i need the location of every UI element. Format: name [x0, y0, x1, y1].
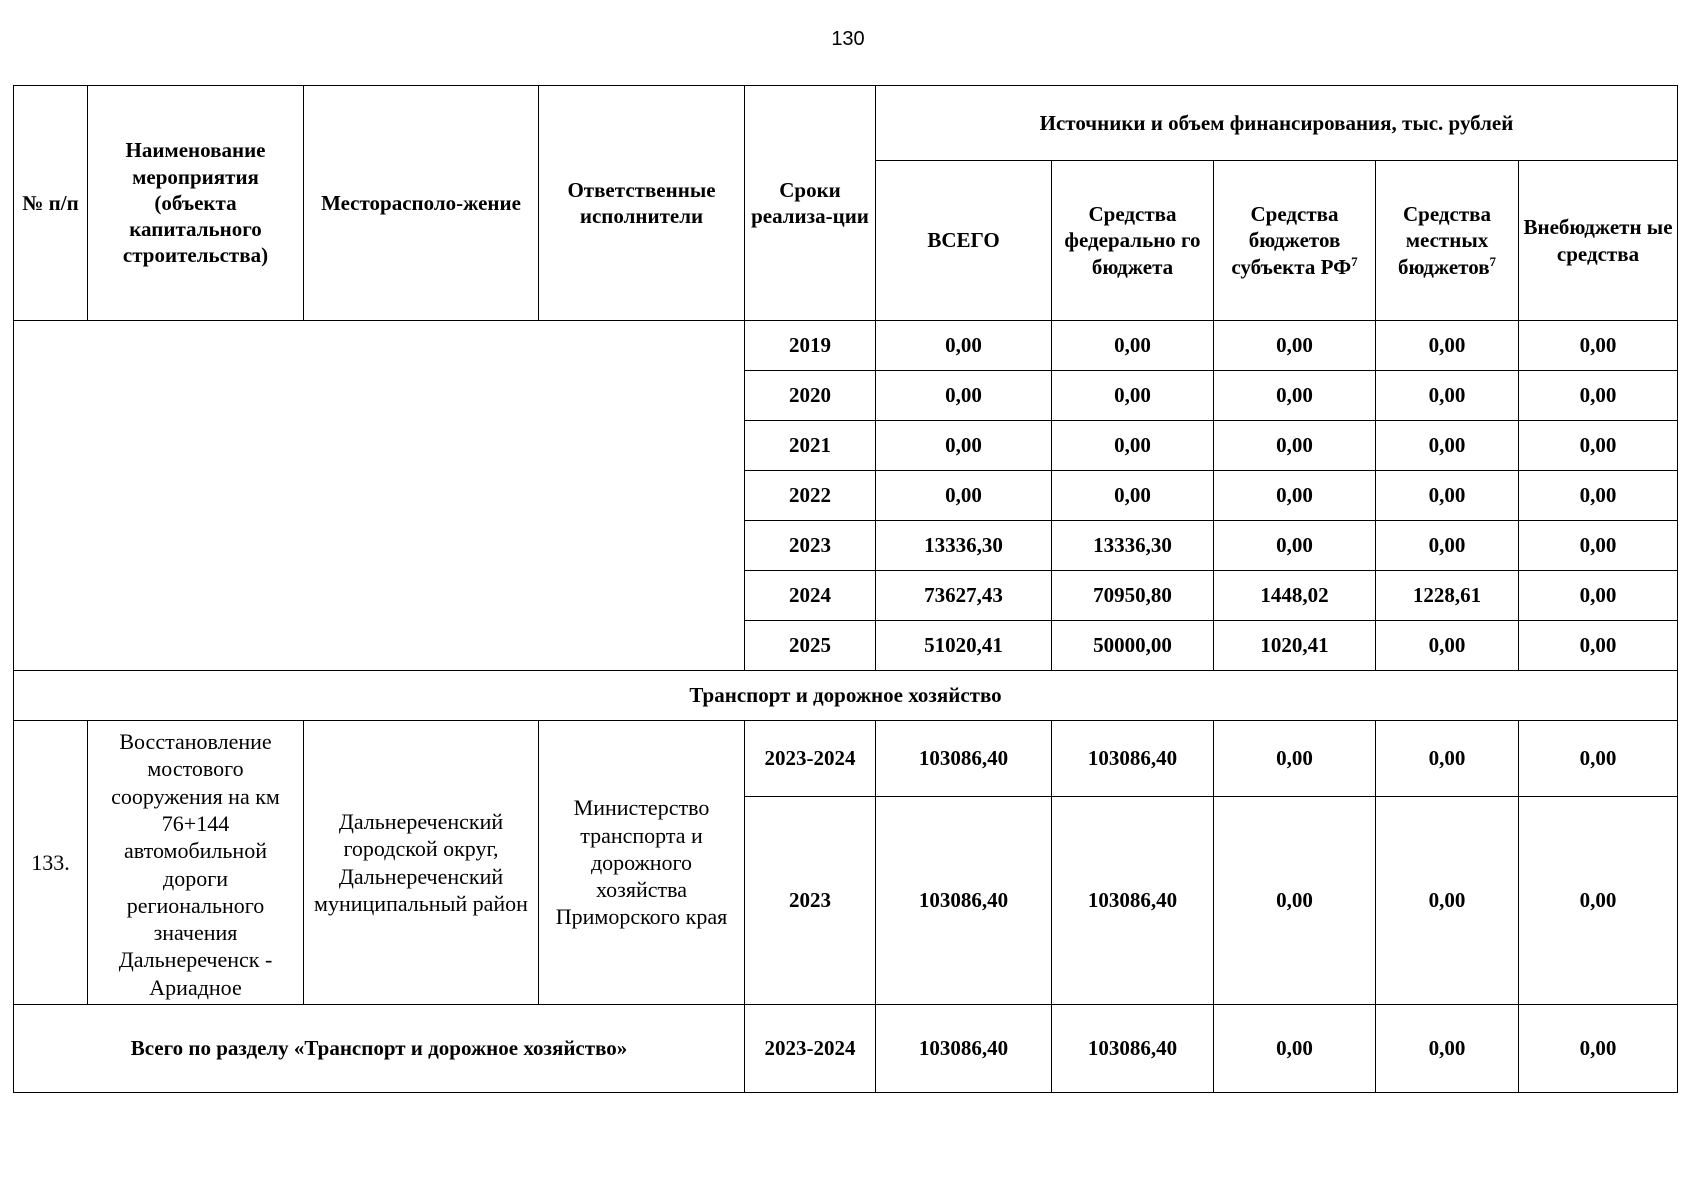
section-row	[14, 671, 1678, 721]
subject-cell: 0,00	[1214, 421, 1376, 471]
header-num: № п/п	[14, 86, 88, 321]
item-row	[14, 721, 1678, 797]
header-period: Сроки реализа-ции	[745, 86, 876, 321]
section-total-row	[14, 1005, 1678, 1093]
federal-cell: 0,00	[1052, 471, 1214, 521]
extra-cell: 0,00	[1519, 571, 1678, 621]
federal-cell: 0,00	[1052, 371, 1214, 421]
extra-cell: 0,00	[1519, 1005, 1678, 1093]
local-cell: 0,00	[1376, 471, 1519, 521]
extra-cell: 0,00	[1519, 471, 1678, 521]
period-cell: 2023	[745, 797, 876, 1005]
header-name: Наименование мероприятия (объекта капитального строительства)	[88, 86, 304, 321]
period-cell: 2023-2024	[745, 721, 876, 797]
extra-cell: 0,00	[1519, 621, 1678, 671]
local-cell: 0,00	[1376, 721, 1519, 797]
extra-cell: 0,00	[1519, 797, 1678, 1005]
total-cell: 51020,41	[876, 621, 1052, 671]
subject-cell: 1020,41	[1214, 621, 1376, 671]
local-cell: 1228,61	[1376, 571, 1519, 621]
header-local: Средства местных бюджетов$^7$	[1376, 161, 1519, 321]
year-cell: 2020	[745, 371, 876, 421]
federal-cell: 70950,80	[1052, 571, 1214, 621]
year-cell: 2021	[745, 421, 876, 471]
local-cell: 0,00	[1376, 371, 1519, 421]
total-cell: 0,00	[876, 321, 1052, 371]
local-cell: 0,00	[1376, 321, 1519, 371]
total-cell: 0,00	[876, 421, 1052, 471]
extra-cell: 0,00	[1519, 421, 1678, 471]
subject-cell: 0,00	[1214, 721, 1376, 797]
federal-cell: 13336,30	[1052, 521, 1214, 571]
federal-cell: 103086,40	[1052, 721, 1214, 797]
extra-cell: 0,00	[1519, 521, 1678, 571]
year-cell: 2024	[745, 571, 876, 621]
subject-cell: 0,00	[1214, 321, 1376, 371]
total-cell: 13336,30	[876, 521, 1052, 571]
total-cell: 0,00	[876, 471, 1052, 521]
subject-cell: 0,00	[1214, 1005, 1376, 1093]
financing-table	[13, 85, 1678, 1093]
period-cell: 2023-2024	[745, 1005, 876, 1093]
local-cell: 0,00	[1376, 621, 1519, 671]
federal-cell: 103086,40	[1052, 1005, 1214, 1093]
item-responsible: Министерство транспорта и дорожного хозяйства Приморского края	[539, 721, 745, 1005]
federal-cell: 0,00	[1052, 321, 1214, 371]
federal-cell: 50000,00	[1052, 621, 1214, 671]
subject-cell: 0,00	[1214, 371, 1376, 421]
header-funding-group: Источники и объем финансирования, тыс. рублей	[876, 86, 1678, 161]
year-row	[14, 321, 1678, 371]
header-subject: Средства бюджетов субъекта $РФ^7$	[1214, 161, 1376, 321]
year-cell: 2022	[745, 471, 876, 521]
local-cell: 0,00	[1376, 521, 1519, 571]
total-cell: 0,00	[876, 371, 1052, 421]
blank-area	[14, 321, 745, 671]
header-federal: Средства федерально го бюджета	[1052, 161, 1214, 321]
section-total-label: Всего по разделу «Транспорт и дорожное хозяйство»	[14, 1005, 745, 1093]
extra-cell: 0,00	[1519, 371, 1678, 421]
header-location: Месторасполо-жение	[304, 86, 539, 321]
subject-cell: 0,00	[1214, 521, 1376, 571]
total-cell: 103086,40	[876, 721, 1052, 797]
federal-cell: 103086,40	[1052, 797, 1214, 1005]
total-cell: 103086,40	[876, 1005, 1052, 1093]
header-extra: Внебюджетн ые средства	[1519, 161, 1678, 321]
item-num: 133.	[14, 721, 88, 1005]
subject-cell: 1448,02	[1214, 571, 1376, 621]
item-name: Восстановление мостового сооружения на км 76+144 автомобильной дороги регионального значения Дальнереченск - Ариадное	[88, 721, 304, 1005]
local-cell: 0,00	[1376, 421, 1519, 471]
item-location: Дальнереченский городской округ, Дальнереченский муниципальный район	[304, 721, 539, 1005]
federal-cell: 0,00	[1052, 421, 1214, 471]
subject-cell: 0,00	[1214, 471, 1376, 521]
page-number: 130	[831, 28, 865, 50]
header-total: ВСЕГО	[876, 161, 1052, 321]
local-cell: 0,00	[1376, 1005, 1519, 1093]
total-cell: 103086,40	[876, 797, 1052, 1005]
year-cell: 2023	[745, 521, 876, 571]
year-cell: 2019	[745, 321, 876, 371]
header-responsible: Ответственные исполнители	[539, 86, 745, 321]
year-cell: 2025	[745, 621, 876, 671]
total-cell: 73627,43	[876, 571, 1052, 621]
extra-cell: 0,00	[1519, 721, 1678, 797]
extra-cell: 0,00	[1519, 321, 1678, 371]
subject-cell: 0,00	[1214, 797, 1376, 1005]
local-cell: 0,00	[1376, 797, 1519, 1005]
section-title: Транспорт и дорожное хозяйство	[14, 671, 1678, 721]
